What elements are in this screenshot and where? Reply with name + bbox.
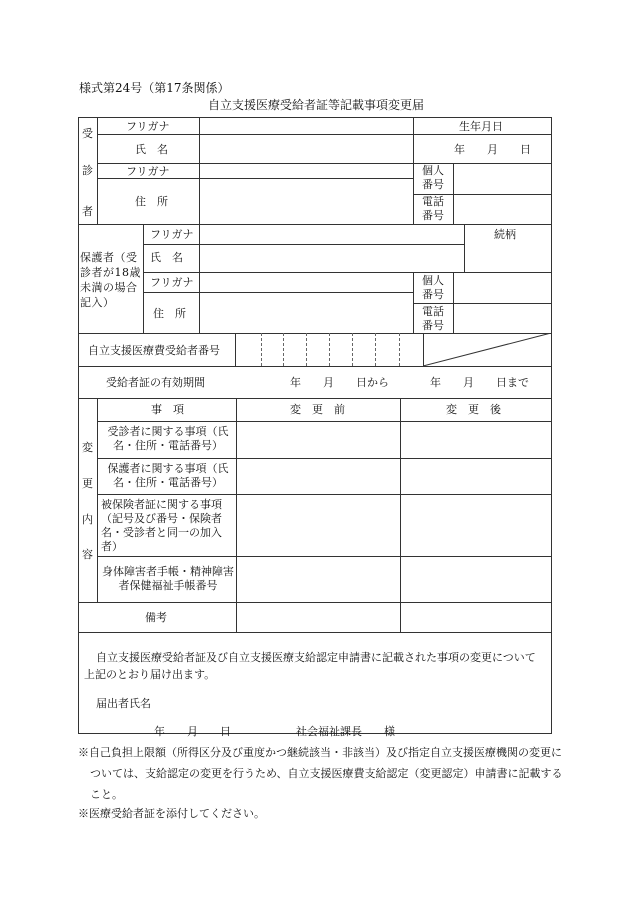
guardian-name-label: 氏 名 (150, 251, 183, 264)
patient-furigana-label: フリガナ (126, 120, 170, 133)
declaration-date: 年 月 日 (154, 725, 231, 738)
patient-individual-number-label: 個人番号 (422, 164, 444, 191)
applicant-name-label: 届出者氏名 (96, 697, 151, 710)
remarks-label: 備考 (145, 611, 167, 624)
changes-header-item: 事 項 (151, 403, 184, 416)
changes-section-char-4: 容 (82, 548, 93, 561)
validity-to: 年 月 日まで (430, 376, 529, 389)
guardian-address-label: 住 所 (153, 307, 186, 320)
form-id: 様式第24号（第17条関係） (79, 81, 230, 95)
guardian-relation-label: 続柄 (494, 228, 516, 241)
form-title: 自立支援医療受給者証等記載事項変更届 (208, 98, 425, 112)
changes-section-char-2: 更 (82, 477, 93, 490)
patient-address-label: 住 所 (135, 195, 168, 208)
validity-label: 受給者証の有効期間 (106, 376, 205, 389)
patient-birth-date: 年 月 日 (454, 143, 531, 156)
patient-section-char-3: 者 (82, 205, 93, 218)
guardian-furigana-label: フリガナ (150, 228, 194, 241)
recipient-number-label: 自立支援医療費受給者番号 (88, 344, 220, 357)
patient-section-char-1: 受 (82, 127, 93, 140)
guardian-individual-number-label: 個人番号 (422, 274, 444, 301)
patient-name-label: 氏 名 (135, 143, 168, 156)
guardian-furigana2-label: フリガナ (150, 276, 194, 289)
changes-header-after: 変 更 後 (446, 403, 501, 416)
changes-section-char-1: 変 (82, 441, 93, 454)
validity-from: 年 月 日から (290, 376, 389, 389)
patient-birth-label: 生年月日 (459, 120, 503, 133)
diagonal-slash (423, 333, 552, 366)
change-row-insurance: 被保険者証に関する事項（記号及び番号・保険者名・受診者と同一の加入者） (101, 498, 222, 553)
patient-furigana2-label: フリガナ (126, 165, 170, 178)
guardian-section-label: 保護者（受診者が18歳未満の場合記入） (80, 251, 141, 309)
guardian-phone-label: 電話番号 (422, 305, 444, 332)
change-row-guardian: 保護者に関する事項（氏名・住所・電話番号） (107, 462, 229, 489)
changes-header-before: 変 更 前 (290, 403, 345, 416)
patient-phone-label: 電話番号 (422, 195, 444, 222)
note-1: ※自己負担上限額（所得区分及び重度かつ継続該当・非該当）及び指定自立支援医療機関の変更については、支給認定の変更を行うため、自立支援医療費支給認定（変更認定）申請書に記載すること。 (78, 746, 563, 801)
change-row-handbook: 身体障害者手帳・精神障害者保健福祉手帳番号 (102, 565, 234, 592)
changes-section-char-3: 内 (82, 513, 93, 526)
note-2: ※医療受給者証を添付してください。 (78, 807, 265, 820)
declaration-addressee: 社会福祉課長 様 (296, 725, 395, 738)
declaration-text: 自立支援医療受給者証及び自立支援医療支給認定申請書に記載された事項の変更について上記のとおり届け出ます。 (84, 651, 536, 681)
patient-section-char-2: 診 (82, 164, 93, 177)
change-row-patient: 受診者に関する事項（氏名・住所・電話番号） (107, 425, 229, 452)
